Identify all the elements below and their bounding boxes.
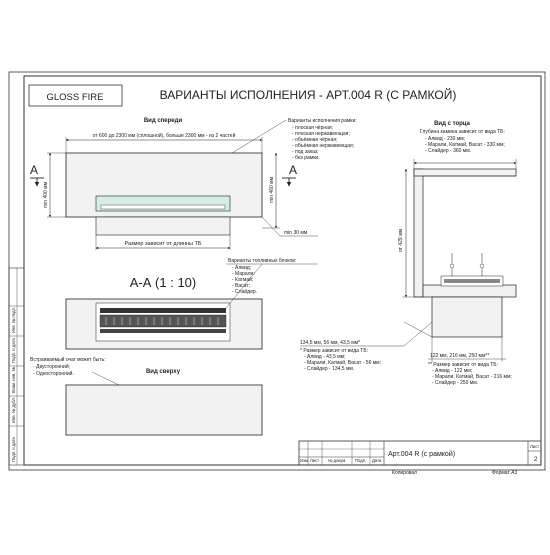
right-note-3: - Слайдер - 250 мм. <box>432 380 479 386</box>
title-col-4: Подп. <box>355 458 367 463</box>
right-note-1: - Алвид - 122 мм; <box>432 368 473 374</box>
left-note-2: - Марали, Катмай, Васат - 56 мм; <box>304 360 382 366</box>
fuel-block-3: - Катмай; <box>232 277 254 283</box>
side-wall <box>414 169 423 297</box>
fuel-block-1: - Алвид; <box>232 265 252 271</box>
stamp-label-3: Взам. инв. № <box>11 367 16 393</box>
right-note-title: ** Размер зависит от вида ТБ: <box>428 362 498 368</box>
frame-variant-1: - плоская чёрная; <box>292 125 333 131</box>
height-dimension-text: от 429 мм <box>398 229 404 252</box>
top-view-note-1: - Двусторонний; <box>33 364 71 370</box>
frame-variants-title: Варианты исполнения рамки: <box>288 118 357 124</box>
width-dimension-text: от 600 до 2300 мм (сплошной), больше 2300 мм - из 2 частей <box>92 133 236 139</box>
right-dimension-text: 122 мм, 216 мм, 250 мм** <box>430 353 490 359</box>
sheet-number: 2 <box>534 457 538 463</box>
top-view-title: Вид сверху <box>145 369 181 375</box>
stamp-label-5: Инв. № подл. <box>11 306 16 333</box>
fuel-block-2: - Марали; <box>232 271 255 277</box>
document-name: Арт.004 R (с рамкой) <box>388 451 456 458</box>
frame-variant-2: - плоская нержавеющая; <box>292 131 350 137</box>
frame-variant-3: - объёмная чёрная; <box>292 137 338 143</box>
side-front-panel <box>423 285 516 297</box>
depth-note-title: Глубина камина зависит от вида ТБ: <box>420 129 505 135</box>
top-view-body <box>66 385 262 435</box>
depth-note-2: - Марали, Катмай, Васат - 330 мм; <box>425 142 505 148</box>
section-burner-top <box>100 308 226 313</box>
top-view-note-2: - Односторонний. <box>33 371 74 377</box>
left-note-title: * Размер зависит от вида ТБ: <box>300 348 369 354</box>
side-view-title: Вид с торца <box>434 121 470 127</box>
side-top-panel <box>414 169 516 176</box>
burner-slot <box>101 205 225 209</box>
left-note-1: - Алвид - 43,5 мм; <box>304 354 346 360</box>
left-dimension-text: 134,5 мм, 56 мм, 43,5 мм* <box>300 340 361 346</box>
frame-variant-6: - без рамки. <box>292 155 320 161</box>
right-height-text: min 460 мм <box>269 176 275 203</box>
left-height-text: min 400 мм <box>43 181 49 208</box>
title-col-1: Изм. <box>300 458 309 463</box>
section-burner-bottom <box>100 329 226 333</box>
depth-note-1: - Алвид - 230 мм; <box>425 136 466 142</box>
fuel-block-5: - Слайдер. <box>232 289 258 295</box>
frame-leader <box>232 120 286 153</box>
fuel-block-4: - Васат; <box>232 283 251 289</box>
stamp-label-1: Подп. и дата <box>11 437 16 462</box>
section-burner-grill <box>100 315 226 327</box>
bottom-dimension-text: Размер зависит от длинны ТБ <box>124 241 202 247</box>
title-col-3: № докум. <box>328 458 347 463</box>
side-stamp <box>9 268 24 465</box>
copied-label: Копировал <box>392 470 418 476</box>
fuel-blocks-title: Варианты топливных блоков: <box>228 258 297 264</box>
min-30-text: min 30 мм <box>284 230 308 236</box>
frame-variant-5: - под заказ; <box>292 149 319 155</box>
brand-name: GLOSS FIRE <box>46 92 104 103</box>
title-col-2: Лист <box>310 458 320 463</box>
front-lower-box <box>96 217 230 235</box>
stamp-label-2: Инв. № дубл. <box>11 397 16 423</box>
section-mark-right: А <box>289 163 298 177</box>
format-label: Формат А3 <box>492 470 518 476</box>
section-mark-left: А <box>30 163 39 177</box>
frame-variant-4: - объёмная нержавеющая; <box>292 143 355 149</box>
left-note-3: - Слайдер - 134,5 мм. <box>304 366 355 372</box>
stamp-label-4: Подп. и дата <box>11 338 16 363</box>
sheet-label: Лист <box>530 444 540 449</box>
title-col-5: Дата <box>372 458 382 463</box>
side-lower-box <box>432 297 502 337</box>
depth-note-3: - Слайдер - 360 мм. <box>425 148 472 154</box>
section-aa-title: А-А (1 : 10) <box>129 275 197 290</box>
right-note-2: - Марали, Катмай, Васат - 216 мм; <box>432 374 512 380</box>
front-view-title: Вид спереди <box>143 118 183 124</box>
sheet-title: ВАРИАНТЫ ИСПОЛНЕНИЯ - АРТ.004 R (С РАМКОЙ) <box>159 88 457 102</box>
top-view-note-title: Встраиваемый очаг может быть: <box>30 357 106 363</box>
